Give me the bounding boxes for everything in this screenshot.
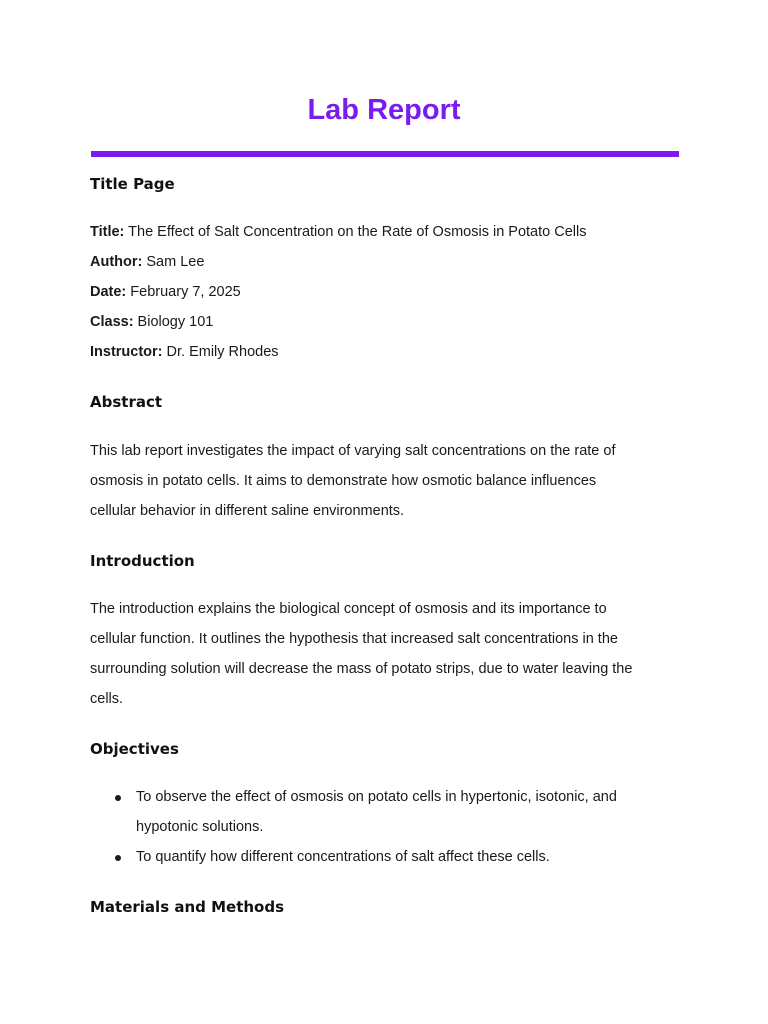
objectives-list	[90, 782, 680, 872]
section-heading-abstract: Abstract	[90, 393, 163, 411]
introduction-line: cells.	[90, 691, 124, 707]
abstract-line: osmosis in potato cells. It aims to demonstrate how osmotic balance influences	[90, 473, 597, 489]
objectives-section	[90, 737, 680, 872]
title-divider	[91, 151, 679, 157]
list-item	[90, 782, 680, 842]
materials-methods-section	[90, 895, 680, 919]
list-item-line: To quantify how different concentrations of salt affect these cells.	[136, 849, 550, 865]
field-label: Author:	[90, 254, 143, 270]
section-heading-objectives: Objectives	[90, 740, 179, 758]
abstract-line: cellular behavior in different saline environments.	[90, 503, 405, 519]
document-title: Lab Report	[307, 94, 461, 126]
field-value: Dr. Emily Rhodes	[162, 344, 279, 360]
field-label: Instructor:	[90, 344, 163, 360]
field-label: Date:	[90, 284, 127, 300]
document-body	[90, 172, 680, 919]
field-label: Title:	[90, 224, 125, 240]
bullet-icon	[115, 795, 121, 801]
introduction-line: The introduction explains the biological concept of osmosis and its importance to	[90, 601, 607, 617]
field-title	[90, 217, 680, 247]
introduction-section	[90, 549, 680, 714]
introduction-line: cellular function. It outlines the hypothesis that increased salt concentrations in the	[90, 631, 618, 647]
list-item	[90, 842, 680, 872]
abstract-section	[90, 390, 680, 526]
field-value: Biology 101	[133, 314, 214, 330]
introduction-line: surrounding solution will decrease the mass of potato strips, due to water leaving the	[90, 661, 633, 677]
field-label: Class:	[90, 314, 134, 330]
section-heading-materials-methods: Materials and Methods	[90, 898, 285, 916]
field-date	[90, 277, 680, 307]
title-page-section	[90, 172, 680, 367]
list-item-line: To observe the effect of osmosis on potato cells in hypertonic, isotonic, and	[136, 789, 617, 805]
section-heading-introduction: Introduction	[90, 552, 195, 570]
abstract-line: This lab report investigates the impact of varying salt concentrations on the rate of	[90, 443, 616, 459]
field-author	[90, 247, 680, 277]
bullet-icon	[115, 855, 121, 861]
field-value: Sam Lee	[142, 254, 205, 270]
section-heading-title-page: Title Page	[90, 175, 175, 193]
field-value: February 7, 2025	[126, 284, 241, 300]
field-class	[90, 307, 680, 337]
field-instructor	[90, 337, 680, 367]
field-value: The Effect of Salt Concentration on the Rate of Osmosis in Potato Cells	[124, 224, 587, 240]
list-item-line: hypotonic solutions.	[136, 819, 264, 835]
